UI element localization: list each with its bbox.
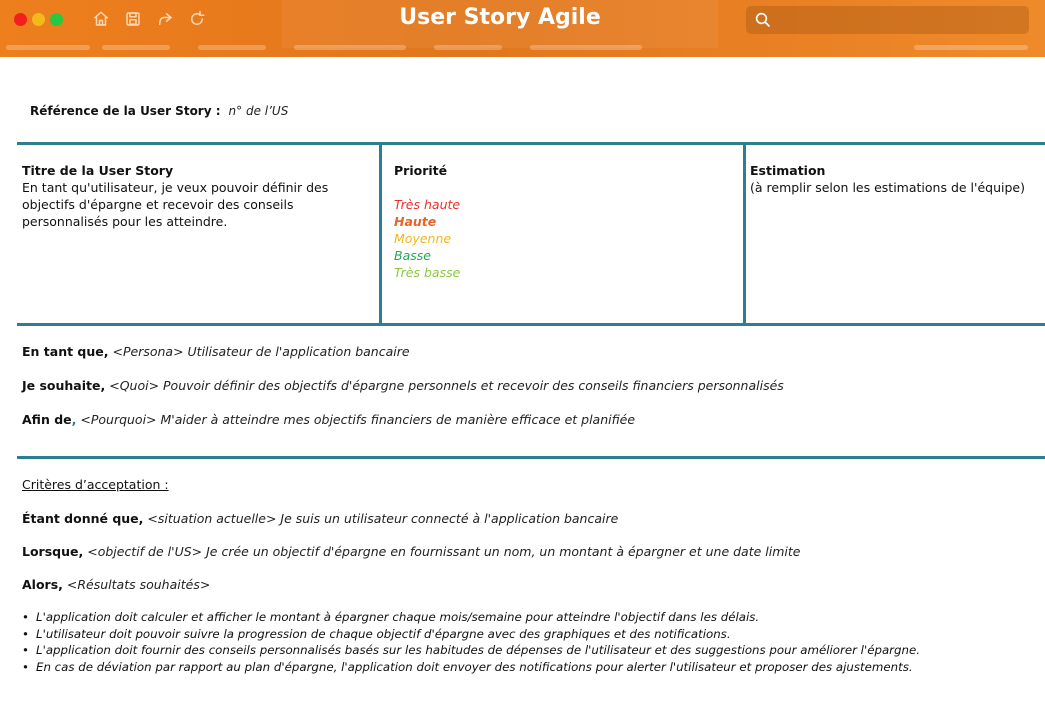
when-text[interactable]: <objectif de l'US> Je crée un objectif d'épargne en fournissant un nom, un montant à épargner et une date limite [87,544,801,559]
search-box[interactable] [746,6,1029,34]
toolbar-tab[interactable] [530,45,642,50]
estimation-text[interactable]: (à remplir selon les estimations de l'équipe) [750,180,1025,195]
priority-list [394,196,734,281]
persona-label: En tant que, [22,344,109,359]
persona-text[interactable]: <Persona> Utilisateur de l'application bancaire [112,344,410,359]
criteria-bullet[interactable]: • L'application doit fournir des conseils personnalisés basés sur les habitudes de dépenses de l'utilisateur et des suggestions pour améliorer l'épargne. [22,642,920,659]
want-text[interactable]: <Quoi> Pouvoir définir des objectifs d'épargne personnels et recevoir des conseils financiers personnalisés [109,378,784,393]
then-text[interactable]: <Résultats souhaités> [66,577,211,592]
story-title-heading: Titre de la User Story [22,163,174,178]
when-line [22,544,800,559]
column-divider [743,142,746,325]
given-text[interactable]: <situation actuelle> Je suis un utilisateur connecté à l'application bancaire [147,511,619,526]
goal-line [22,412,635,427]
criteria-bullet[interactable]: • L'utilisateur doit pouvoir suivre la progression de chaque objectif d'épargne avec des graphiques et des notifications. [22,626,920,643]
goal-text[interactable]: <Pourquoi> M'aider à atteindre mes objectifs financiers de manière efficace et planifiée [80,412,636,427]
toolbar-tab[interactable] [198,45,266,50]
goal-label: Afin de [22,412,72,427]
priority-option[interactable]: Très basse [394,265,461,280]
reference-label: Référence de la User Story : [30,104,221,118]
story-title-cell [22,162,372,230]
search-icon [754,11,772,29]
when-label: Lorsque, [22,544,84,559]
want-line [22,378,784,393]
document [0,57,1045,727]
estimation-heading: Estimation [750,163,826,178]
toolbar-tab[interactable] [914,45,1028,50]
window-title: User Story Agile [399,5,601,30]
reference-value[interactable]: n° de l’US [228,104,289,118]
criteria-heading-line [22,477,169,492]
then-line [22,577,210,592]
priority-option[interactable]: Haute [394,214,437,229]
toolbar-tab[interactable] [102,45,170,50]
goal-comma: , [71,412,77,427]
divider [17,456,1045,459]
want-label: Je souhaite, [22,378,106,393]
story-reference [30,104,288,118]
priority-option[interactable]: Basse [394,248,431,263]
persona-line [22,344,410,359]
given-line [22,511,618,526]
estimation-cell [750,162,1045,196]
then-label: Alors, [22,577,63,592]
priority-option[interactable]: Très haute [394,197,461,212]
divider [17,142,1045,145]
search-input[interactable] [776,10,1021,30]
toolbar-tabs [0,45,1045,51]
column-divider [379,142,382,325]
toolbar-tab[interactable] [6,45,90,50]
toolbar-tab[interactable] [434,45,502,50]
criteria-bullet[interactable]: • En cas de déviation par rapport au plan d'épargne, l'application doit envoyer des notifications pour alerter l'utilisateur et proposer des ajustements. [22,659,920,676]
toolbar-tab[interactable] [294,45,406,50]
acceptance-criteria-list [22,609,920,675]
divider [17,323,1045,326]
story-title-text[interactable]: En tant qu'utilisateur, je veux pouvoir définir des objectifs d'épargne et recevoir des conseils personnalisés pour les atteindre. [22,180,329,229]
criteria-heading: Critères d’acceptation : [22,477,169,492]
priority-option[interactable]: Moyenne [394,231,452,246]
priority-heading: Priorité [394,163,448,178]
title-bar [0,0,1045,57]
priority-cell [394,162,734,281]
criteria-bullet[interactable]: • L'application doit calculer et afficher le montant à épargner chaque mois/semaine pour atteindre l'objectif dans les délais. [22,609,920,626]
given-label: Étant donné que, [22,511,144,526]
